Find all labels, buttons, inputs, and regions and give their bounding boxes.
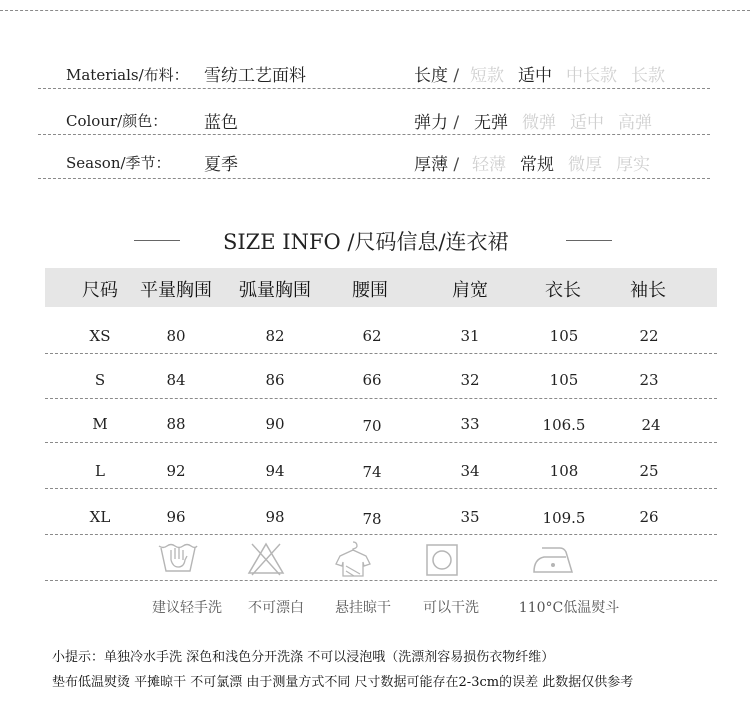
table-cell: 25 (639, 462, 659, 480)
header-shoulder: 肩宽 (452, 280, 488, 301)
care-label: 建议轻手洗 (152, 600, 222, 616)
table-cell: 22 (639, 327, 659, 345)
header-waist: 腰围 (352, 280, 388, 301)
colour-value: 蓝色 (204, 113, 238, 133)
thickness-option-selected: 常规 (520, 155, 554, 175)
table-cell: 84 (166, 371, 186, 389)
table-cell: 90 (265, 415, 285, 433)
thickness-options (472, 150, 664, 175)
length-option-selected: 适中 (518, 66, 552, 86)
table-cell: 105 (549, 371, 579, 389)
table-cell: 31 (460, 327, 480, 345)
care-label: 可以干洗 (423, 600, 479, 616)
hang-dry-icon (334, 540, 372, 578)
table-cell: 23 (639, 371, 659, 389)
table-cell: M (92, 415, 108, 433)
table-cell: 98 (265, 508, 285, 526)
season-value: 夏季 (204, 155, 238, 175)
row-divider (45, 488, 717, 489)
elasticity-option: 适中 (570, 113, 604, 133)
top-divider (0, 10, 750, 11)
care-divider (45, 580, 717, 581)
table-cell: 82 (265, 327, 285, 345)
materials-label: Materials/布料： (66, 66, 189, 84)
table-cell: 94 (265, 462, 285, 480)
table-cell: 70 (362, 417, 382, 435)
table-cell: S (94, 371, 106, 389)
table-cell: 34 (460, 462, 480, 480)
table-cell: 35 (460, 508, 480, 526)
elasticity-option-selected: 无弹 (474, 113, 508, 133)
elasticity-option: 微弹 (522, 113, 556, 133)
table-cell: 62 (362, 327, 382, 345)
length-key: 长度 / (414, 66, 460, 86)
table-cell: 74 (362, 463, 382, 481)
tip-line: 小提示：单独冷水手洗 深色和浅色分开洗涤 不可以浸泡哦（洗漂剂容易损伤衣物纤维） (52, 650, 555, 665)
tip-line: 垫布低温熨烫 平摊晾干 不可氯漂 由于测量方式不同 尺寸数据可能存在2-3cm的误差 此数据仅供参考 (52, 675, 634, 690)
table-cell: 106.5 (542, 416, 586, 434)
header-size: 尺码 (82, 280, 118, 301)
length-options (470, 61, 679, 86)
colour-label: Colour/颜色： (66, 112, 168, 130)
table-cell: 92 (166, 462, 186, 480)
header-flat-chest: 平量胸围 (140, 280, 212, 301)
table-cell: 96 (166, 508, 186, 526)
elasticity-key: 弹力 / (414, 113, 460, 133)
row-divider (45, 398, 717, 399)
length-option: 短款 (470, 66, 504, 86)
elasticity-option: 高弹 (618, 113, 652, 133)
row-divider (45, 442, 717, 443)
care-label: 110°C低温熨斗 (518, 600, 620, 616)
season-label: Season/季节： (66, 154, 171, 172)
table-cell: 32 (460, 371, 480, 389)
row-divider (45, 353, 717, 354)
table-cell: 26 (639, 508, 659, 526)
no-bleach-icon (246, 541, 286, 577)
row-divider (38, 134, 710, 135)
table-cell: 33 (460, 415, 480, 433)
elasticity-options (474, 108, 666, 133)
thickness-option: 微厚 (568, 155, 602, 175)
table-cell: 88 (166, 415, 186, 433)
header-sleeve: 袖长 (630, 280, 666, 301)
care-label: 不可漂白 (248, 600, 304, 616)
title-rule-left (134, 240, 180, 241)
table-cell: L (95, 462, 105, 480)
table-cell: XL (89, 508, 111, 526)
materials-value: 雪纺工艺面料 (204, 66, 306, 86)
length-option: 中长款 (566, 66, 617, 86)
hand-wash-icon (157, 540, 199, 576)
table-cell: 86 (265, 371, 285, 389)
dry-clean-icon (425, 543, 459, 577)
length-option: 长款 (631, 66, 665, 86)
row-divider (38, 88, 710, 89)
row-divider (45, 534, 717, 535)
header-curved-chest: 弧量胸围 (239, 280, 311, 301)
row-divider (38, 178, 710, 179)
table-cell: 109.5 (542, 509, 586, 527)
table-cell: 78 (362, 510, 382, 528)
iron-icon (530, 545, 576, 575)
thickness-option: 轻薄 (472, 155, 506, 175)
table-cell: 66 (362, 371, 382, 389)
table-cell: 80 (166, 327, 186, 345)
care-label: 悬挂晾干 (335, 600, 391, 616)
header-length: 衣长 (545, 280, 581, 301)
thickness-key: 厚薄 / (414, 155, 460, 175)
table-cell: 24 (641, 416, 661, 434)
title-rule-right (566, 240, 612, 241)
table-cell: XS (89, 327, 111, 345)
size-info-title: SIZE INFO /尺码信息/连衣裙 (223, 230, 509, 254)
table-cell: 105 (549, 327, 579, 345)
thickness-option: 厚实 (616, 155, 650, 175)
table-cell: 108 (549, 462, 579, 480)
